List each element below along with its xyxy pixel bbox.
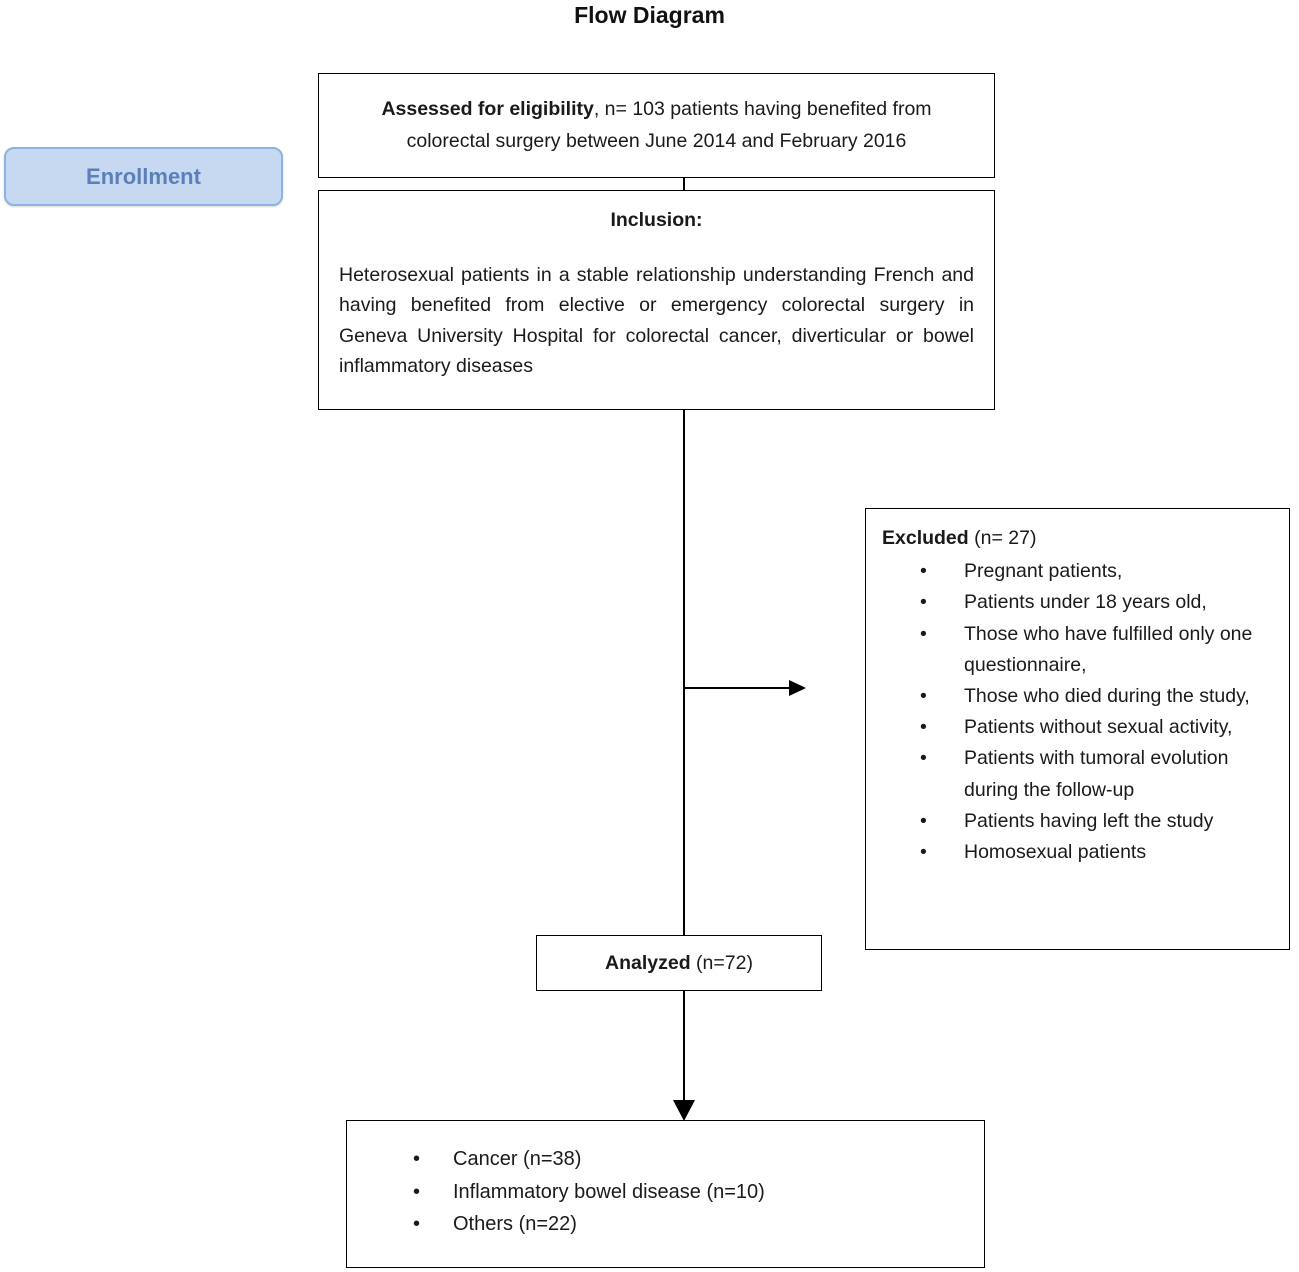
final-group-item: • Cancer (n=38) <box>413 1143 964 1176</box>
arrowhead-right-icon <box>789 680 806 696</box>
arrowhead-down-icon <box>673 1100 695 1121</box>
assessed-text-bold: Assessed for eligibility <box>381 97 594 120</box>
inclusion-body: Heterosexual patients in a stable relationship understanding French and having benefited from elective or emergency colorectal surgery in Geneva University Hospital for colorectal cancer, diverticular or bowel inflammatory diseases <box>339 264 974 378</box>
excluded-item: • Patients having left the study <box>920 806 1273 837</box>
excluded-item: • Those who have fulfilled only one questionnaire, <box>920 619 1273 681</box>
connector-to-excluded <box>684 687 791 689</box>
assessed-text-rest: , n= 103 patients having benefited from colorectal surgery between June 2014 and February 2016 <box>406 97 932 152</box>
enrollment-stage-text: Enrollment <box>86 163 201 189</box>
diagram-title: Flow Diagram <box>574 2 725 28</box>
excluded-list <box>920 556 1273 868</box>
connector-inclusion-to-analyzed <box>683 409 685 936</box>
excluded-item: • Patients under 18 years old, <box>920 587 1273 618</box>
excluded-item: • Those who died during the study, <box>920 681 1273 712</box>
final-group-item: • Others (n=22) <box>413 1208 964 1241</box>
enrollment-stage-label <box>4 147 283 206</box>
final-group-item: • Inflammatory bowel disease (n=10) <box>413 1176 964 1209</box>
excluded-item: • Patients with tumoral evolution during the follow-up <box>920 743 1273 805</box>
assessed-box <box>318 73 995 178</box>
connector-analyzed-to-final <box>683 990 685 1104</box>
connector-assessed-to-inclusion <box>683 177 685 191</box>
assessed-text <box>357 94 956 157</box>
analyzed-text-rest: (n=72) <box>690 951 753 974</box>
analyzed-box <box>536 935 822 991</box>
excluded-item: • Homosexual patients <box>920 837 1273 868</box>
final-groups-box <box>346 1120 985 1268</box>
analyzed-text-bold: Analyzed <box>605 951 691 974</box>
analyzed-text <box>605 952 753 975</box>
inclusion-box <box>318 190 995 410</box>
final-groups-list <box>413 1143 964 1241</box>
excluded-heading <box>882 523 1273 554</box>
excluded-box <box>865 508 1290 950</box>
excluded-item: • Pregnant patients, <box>920 556 1273 587</box>
excluded-item: • Patients without sexual activity, <box>920 712 1273 743</box>
excluded-heading-rest: (n= 27) <box>968 527 1037 549</box>
inclusion-heading: Inclusion: <box>610 209 703 231</box>
excluded-heading-bold: Excluded <box>882 527 969 549</box>
